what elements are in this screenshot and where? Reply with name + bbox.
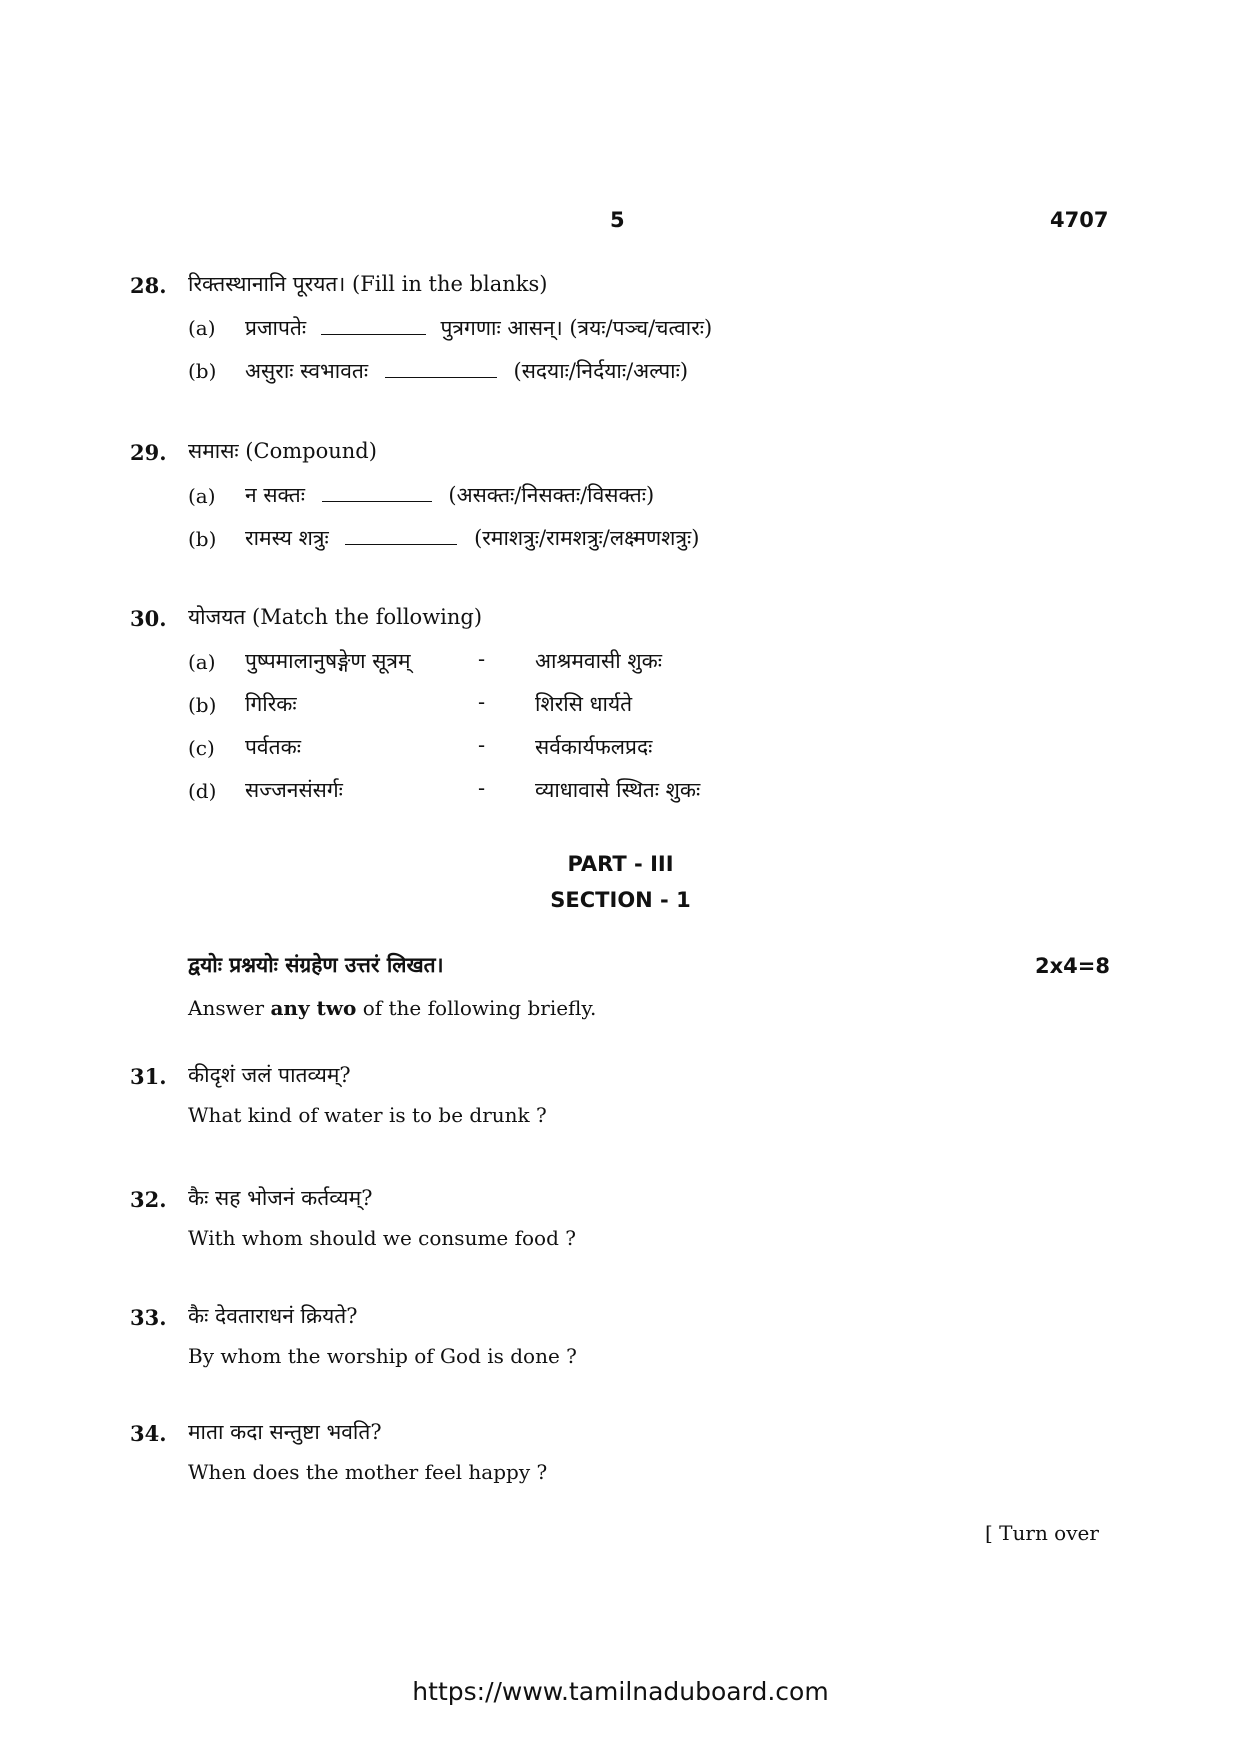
footer-url-link[interactable]: https://www.tamilnaduboard.com [412,1677,829,1706]
instruction-english-bold: any two [270,996,357,1020]
question-30-title: योजयत (Match the following) [188,605,483,629]
q30-c-label: (c) [188,736,215,760]
q30-b-right: शिरसि धार्यते [535,692,633,716]
q28-b-blank[interactable] [385,359,497,378]
q30-b-dash: - [478,690,486,714]
q30-d-label: (d) [188,779,217,803]
q28-b-line [245,357,688,385]
page-number: 5 [610,208,625,232]
q28-a-suffix: पुत्रगणाः आसन्। (त्रयः/पञ्च/चत्वारः) [440,316,713,340]
instruction-sanskrit: द्वयोः प्रश्नयोः संग्रहेण उत्तरं लिखत। [188,952,444,977]
q29-b-blank[interactable] [345,526,457,545]
q29-a-label: (a) [188,484,216,508]
question-33-english: By whom the worship of God is done ? [188,1344,577,1368]
question-28-title: रिक्तस्थानानि पूरयत। (Fill in the blanks) [188,272,548,296]
q30-c-right: सर्वकार्यफलप्रदः [535,735,653,759]
q29-b-prefix: रामस्य शत्रुः [245,526,329,550]
q29-a-blank[interactable] [322,483,432,502]
q28-a-label: (a) [188,316,216,340]
q29-b-line [245,524,699,552]
q28-a-line [245,314,712,342]
q28-b-label: (b) [188,359,217,383]
question-28-number: 28. [130,273,167,298]
q29-a-line [245,481,654,509]
turn-over-note: [ Turn over [985,1521,1099,1545]
q28-a-prefix: प्रजापतेः [245,316,307,340]
instruction-english-post: of the following briefly. [356,996,597,1020]
question-34-number: 34. [130,1421,167,1446]
instruction-english-pre: Answer [188,996,271,1020]
q28-b-suffix: (सदयाः/निर्दयाः/अल्पाः) [513,359,689,383]
q29-b-suffix: (रमाशत्रुः/रामशत्रुः/लक्ष्मणशत्रुः) [474,526,700,550]
q30-c-left: पर्वतकः [245,735,301,759]
question-29-number: 29. [130,440,167,465]
q28-b-prefix: असुराः स्वभावतः [245,359,369,383]
question-29-title: समासः (Compound) [188,439,377,463]
section-marks: 2x4=8 [1035,954,1110,978]
question-34-english: When does the mother feel happy ? [188,1460,548,1484]
part-title: PART - III [567,852,674,876]
q29-b-label: (b) [188,527,217,551]
q30-b-label: (b) [188,693,217,717]
question-32-sanskrit: कैः सह भोजनं कर्तव्यम्? [188,1186,373,1210]
section-title: SECTION - 1 [550,888,691,912]
q30-d-dash: - [478,776,486,800]
question-32-number: 32. [130,1187,167,1212]
q30-b-left: गिरिकः [245,692,297,716]
question-31-sanskrit: कीदृशं जलं पातव्यम्? [188,1063,351,1087]
q30-d-left: सज्जनसंसर्गः [245,778,343,802]
q29-a-suffix: (असक्तः/निसक्तः/विसक्तः) [448,483,655,507]
question-34-sanskrit: माता कदा सन्तुष्टा भवति? [188,1420,382,1444]
q30-c-dash: - [478,733,486,757]
instruction-english [188,996,596,1020]
question-31-english: What kind of water is to be drunk ? [188,1103,547,1127]
q28-a-blank[interactable] [321,316,426,335]
question-30-number: 30. [130,606,167,631]
q30-d-right: व्याधावासे स्थितः शुकः [535,778,701,802]
q30-a-left: पुष्पमालानुषङ्गेण सूत्रम् [245,649,411,673]
q30-a-dash: - [478,647,486,671]
question-33-sanskrit: कैः देवताराधनं क्रियते? [188,1304,358,1328]
q30-a-right: आश्रमवासी शुकः [535,649,662,673]
question-33-number: 33. [130,1305,167,1330]
question-32-english: With whom should we consume food ? [188,1226,576,1250]
q30-a-label: (a) [188,650,216,674]
paper-code: 4707 [1050,208,1109,232]
q29-a-prefix: न सक्तः [245,483,305,507]
question-31-number: 31. [130,1064,167,1089]
